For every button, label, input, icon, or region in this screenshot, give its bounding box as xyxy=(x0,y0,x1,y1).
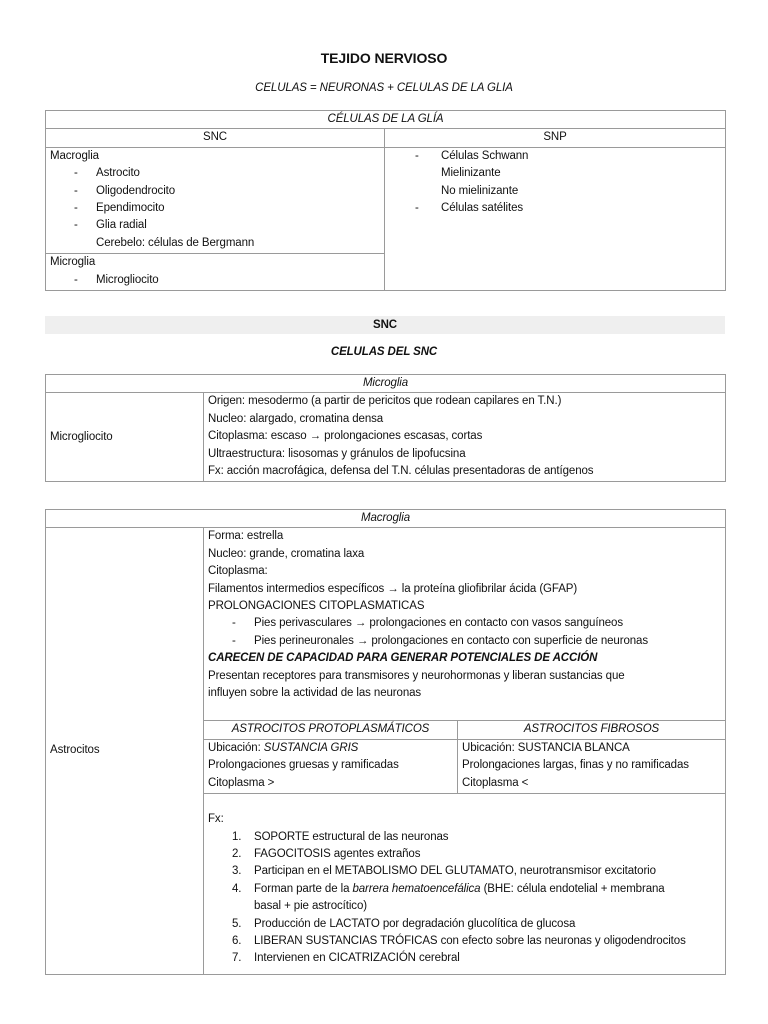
proto-cell xyxy=(204,739,458,793)
list-item: 5. Producción de LACTATO por degradación glucolítica de glucosa xyxy=(232,917,576,930)
macroglia-table xyxy=(45,509,726,975)
snp-list xyxy=(389,148,721,165)
macroglia-table-header: Macroglia xyxy=(46,510,726,528)
proto-header: ASTROCITOS PROTOPLASMÁTICOS xyxy=(204,721,458,739)
fibro-citoplasma: Citoplasma < xyxy=(462,776,529,789)
snp-no-mielinizante: No mielinizante xyxy=(441,184,519,197)
page-subtitle: CELULAS = NEURONAS + CELULAS DE LA GLIA xyxy=(255,82,513,94)
microgliocito-label: Microgliocito xyxy=(46,393,204,482)
cerebelo-note: Cerebelo: células de Bergmann xyxy=(96,236,255,249)
microglia-table-header: Microglia xyxy=(46,375,726,393)
list-item: 7. Intervienen en CICATRIZACIÓN cerebral xyxy=(232,952,460,965)
page-title: TEJIDO NERVIOSO xyxy=(320,50,448,66)
macroglia-label: Macroglia xyxy=(50,149,99,162)
astrocitos-general xyxy=(204,528,726,721)
filamentos-line: Filamentos intermedios específicos → la proteína gliofibrilar ácida (GFAP) xyxy=(208,582,578,595)
fibro-prolongaciones: Prolongaciones largas, finas y no ramificadas xyxy=(462,759,689,772)
astrocitos-label: Astrocitos xyxy=(46,528,204,974)
microglia-table xyxy=(45,374,726,482)
detail-line: Nucleo: alargado, cromatina densa xyxy=(208,412,384,425)
list-item: 6. LIBERAN SUSTANCIAS TRÓFICAS con efecto sobre las neuronas y oligodendrocitos xyxy=(232,934,686,947)
snc-band: SNC xyxy=(45,316,725,334)
snp-list-2 xyxy=(389,200,721,217)
glia-col-snp: SNP xyxy=(385,129,726,147)
detail-line: Fx: acción macrofágica, defensa del T.N. células presentadoras de antígenos xyxy=(208,465,594,478)
list-item: 4. Forman parte de la barrera hematoencefálica (BHE: célula endotelial + membrana basal + pie astrocítico) xyxy=(232,882,665,913)
list-item: - Células Schwann xyxy=(415,149,529,162)
pies-list xyxy=(208,615,721,650)
proto-prolongaciones: Prolongaciones gruesas y ramificadas xyxy=(208,759,399,772)
fx-list xyxy=(208,829,721,968)
microglia-list xyxy=(50,272,380,289)
detail-line: Citoplasma: escaso → prolongaciones escasas, cortas xyxy=(208,430,483,443)
forma-line: Forma: estrella xyxy=(208,530,284,543)
prolongaciones-line: PROLONGACIONES CITOPLASMATICAS xyxy=(208,600,425,613)
nucleo-line: Nucleo: grande, cromatina laxa xyxy=(208,547,365,560)
fibro-cell xyxy=(458,739,726,793)
glia-table-header: CÉLULAS DE LA GLÍA xyxy=(46,111,726,129)
microglia-cell xyxy=(46,254,385,291)
list-item: 3. Participan en el METABOLISMO DEL GLUTAMATO, neurotransmisor excitatorio xyxy=(232,865,656,878)
macroglia-list xyxy=(50,165,380,235)
carecen-line: CARECEN DE CAPACIDAD PARA GENERAR POTENCIALES DE ACCIÓN xyxy=(208,652,598,665)
list-item: 2. FAGOCITOSIS agentes extraños xyxy=(232,847,421,860)
detail-line: Origen: mesodermo (a partir de pericitos que rodean capilares en T.N.) xyxy=(208,395,562,408)
list-item: - Astrocito xyxy=(74,167,140,180)
fibro-header: ASTROCITOS FIBROSOS xyxy=(458,721,726,739)
list-item: - Pies perivasculares → prolongaciones en contacto con vasos sanguíneos xyxy=(232,617,623,630)
microgliocito-details xyxy=(204,393,726,482)
proto-citoplasma: Citoplasma > xyxy=(208,776,275,789)
list-item: - Microgliocito xyxy=(74,273,159,286)
detail-line: Ultraestructura: lisosomas y gránulos de lipofucsina xyxy=(208,447,466,460)
glia-col-snc: SNC xyxy=(46,129,385,147)
list-item: 1. SOPORTE estructural de las neuronas xyxy=(232,830,449,843)
list-item: - Células satélites xyxy=(415,202,524,215)
list-item: - Glia radial xyxy=(74,219,147,232)
snc-subtitle: CELULAS DEL SNC xyxy=(330,346,438,358)
microglia-label: Microglia xyxy=(50,256,96,269)
macroglia-cell xyxy=(46,147,385,253)
presentan-line-2: influyen sobre la actividad de las neuronas xyxy=(208,687,422,700)
snp-cell xyxy=(385,147,726,290)
list-item: - Pies perineuronales → prolongaciones en contacto con superficie de neuronas xyxy=(232,634,648,647)
list-item: - Oligodendrocito xyxy=(74,184,176,197)
proto-ubicacion: Ubicación: SUSTANCIA GRIS xyxy=(208,741,359,754)
fibro-ubicacion: Ubicación: SUSTANCIA BLANCA xyxy=(462,741,630,754)
fx-label: Fx: xyxy=(208,813,224,826)
fx-cell xyxy=(204,794,726,975)
list-item: - Ependimocito xyxy=(74,202,165,215)
citoplasma-line: Citoplasma: xyxy=(208,565,268,578)
snp-mielinizante: Mielinizante xyxy=(441,167,501,180)
presentan-line-1: Presentan receptores para transmisores y neurohormonas y liberan sustancias que xyxy=(208,669,625,682)
glia-table xyxy=(45,110,726,291)
